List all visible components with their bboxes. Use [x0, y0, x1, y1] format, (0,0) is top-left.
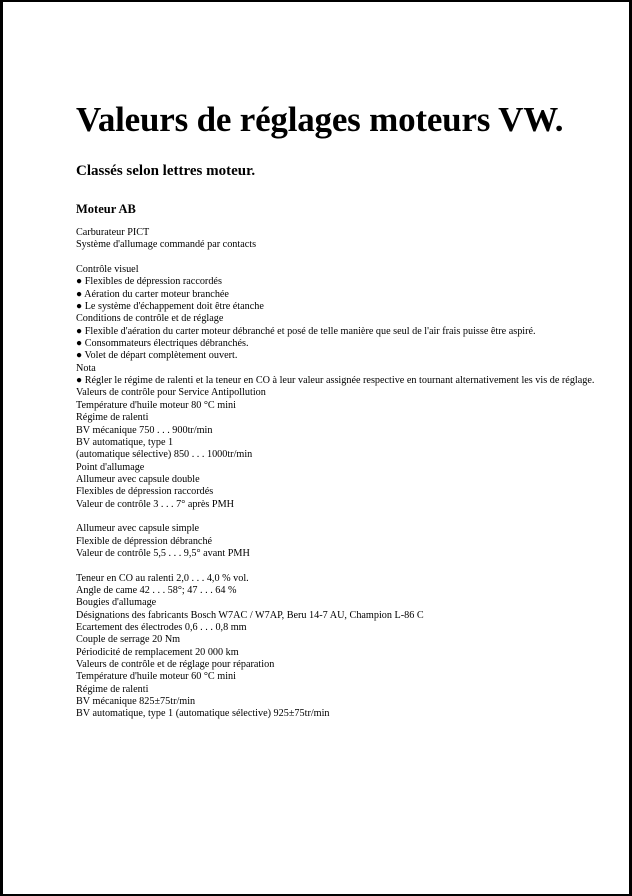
text-line: Angle de came 42 . . . 58°; 47 . . . 64 % [76, 584, 237, 596]
text-line: Régime de ralenti [76, 412, 149, 424]
bullet-item: ● Volet de départ complètement ouvert. [76, 350, 238, 362]
text-line: Nota [76, 362, 96, 374]
text-line: Couple de serrage 20 Nm [76, 634, 181, 646]
text-line: Température d'huile moteur 60 °C mini [76, 671, 236, 683]
bullet-item: ● Le système d'échappement doit être étanche [76, 301, 264, 313]
blank-line [76, 511, 596, 523]
text-line: BV mécanique 825±75tr/min [76, 696, 196, 708]
text-line: Température d'huile moteur 80 °C mini [76, 399, 236, 411]
text-line: Allumeur avec capsule simple [76, 523, 200, 535]
text-line: Ecartement des électrodes 0,6 . . . 0,8 mm [76, 622, 247, 633]
text-line: Valeurs de contrôle et de réglage pour réparation [76, 659, 275, 671]
text-line: Contrôle visuel [76, 264, 139, 276]
page-subtitle: Classés selon lettres moteur. [76, 163, 256, 179]
text-line: Bougies d'allumage [76, 597, 157, 609]
bullet-item: ● Flexible d'aération du carter moteur débranché et posé de telle manière que seul de l'air frais puisse être aspiré. [76, 325, 536, 337]
page-content [76, 100, 596, 721]
bullet-item: ● Consommateurs électriques débranchés. [76, 338, 249, 350]
text-line: Système d'allumage commandé par contacts [76, 239, 257, 251]
text-line: Périodicité de remplacement 20 000 km [76, 646, 239, 658]
bullet-item: ● Aération du carter moteur branchée [76, 288, 229, 300]
text-line: Carburateur PICT [76, 227, 150, 238]
text-line: Flexibles de dépression raccordés [76, 486, 214, 498]
text-line: Désignations des fabricants Bosch W7AC / W7AP, Beru 14-7 AU, Champion L-86 C [76, 609, 424, 621]
text-line: BV automatique, type 1 [76, 436, 174, 448]
blank-line [76, 252, 596, 264]
text-line: (automatique sélective) 850 . . . 1000tr/min [76, 449, 253, 461]
bullet-item: ● Flexibles de dépression raccordés [76, 276, 222, 288]
text-line: Régime de ralenti [76, 683, 149, 695]
text-line: Valeur de contrôle 3 . . . 7° après PMH [76, 498, 234, 510]
text-line: BV automatique, type 1 (automatique sélective) 925±75tr/min [76, 708, 330, 720]
text-line: Teneur en CO au ralenti 2,0 . . . 4,0 % vol. [76, 572, 249, 584]
text-line: Valeur de contrôle 5,5 . . . 9,5° avant PMH [76, 547, 250, 559]
page-title: Valeurs de réglages moteurs VW. [76, 100, 564, 139]
text-line: Flexible de dépression débranché [76, 535, 213, 547]
text-line: Valeurs de contrôle pour Service Antipollution [76, 387, 266, 399]
text-line: BV mécanique 750 . . . 900tr/min [76, 424, 213, 436]
blank-line [76, 560, 596, 572]
section-heading: Moteur AB [76, 202, 136, 216]
text-line: Point d'allumage [76, 461, 145, 473]
text-line: Conditions de contrôle et de réglage [76, 313, 224, 325]
section-body [76, 227, 596, 721]
text-line: Allumeur avec capsule double [76, 473, 200, 485]
bullet-item: ● Régler le régime de ralenti et la teneur en CO à leur valeur assignée respective en tournant alternativement les vis de réglage. [76, 375, 595, 387]
